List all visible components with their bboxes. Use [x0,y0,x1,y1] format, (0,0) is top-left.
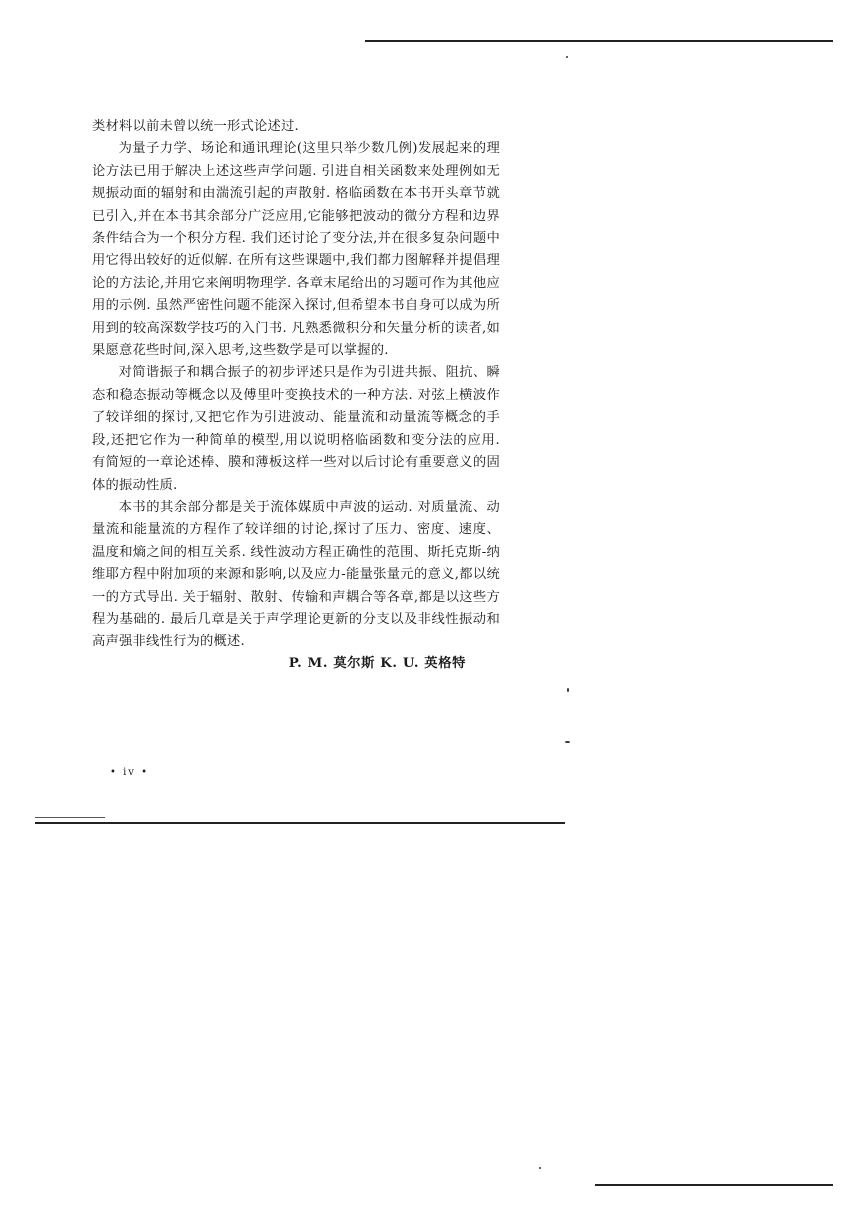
authors-signature: P. M. 莫尔斯 K. U. 英格特 [288,656,466,671]
page-number: • iv • [110,767,150,778]
scan-speck [565,741,570,743]
scan-speck [539,1167,541,1169]
middle-rule [35,822,565,824]
top-rule-dashes [365,40,405,42]
paragraph-fluids: 本书的其余部分都是关于流体媒质中声波的运动. 对质量流、动量流和能量流的方程作了较详细的讨论,探讨了压力、密度、速度、温度和熵之间的相互关系. 线性波动方程正确性的范围、斯托克斯-纳维耶方程中附加项的来源和影响,以及应力-能量张量元的意义,都以统一的方式导出. 关于辐射、散射、传输和声耦合等各章,都是以这些方程为基础的. 最后几章是关于声学理论更新的分支以及非线性振动和高声强非线性行为的概述. [92,499,500,650]
middle-rule-short [35,817,105,818]
preface-body [92,116,500,654]
scan-speck [567,688,569,692]
bottom-rule [595,1184,833,1186]
paragraph-methods: 为量子力学、场论和通讯理论(这里只举少数几例)发展起来的理论方法已用于解决上述这些声学问题. 引进自相关函数来处理例如无规振动面的辐射和由湍流引起的声散射. 格临函数在本书开头章节就已引入,并在本书其余部分广泛应用,它能够把波动的微分方程和边界条件结合为一个积分方程. 我们还讨论了变分法,并在很多复杂问题中用它得出较好的近似解. 在所有这些课题中,我们都力图解释并提倡理论的方法论,并用它来阐明物理学. 各章末尾给出的习题可作为其他应用的示例. 虽然严密性问题不能深入探讨,但希望本书自身可以成为所用到的较高深数学技巧的入门书. 凡熟悉微积分和矢量分析的读者,如果愿意花些时间,深入思考,这些数学是可以掌握的. [92,141,500,359]
scan-speck [566,56,568,58]
top-rule [365,40,833,42]
paragraph-continuation: 类材料以前未曾以统一形式论述过. [92,119,299,134]
paragraph-oscillators: 对简谐振子和耦合振子的初步评述只是作为引进共振、阻抗、瞬态和稳态振动等概念以及傅里叶变换技术的一种方法. 对弦上横波作了较详细的探讨,又把它作为引进波动、能量流和动量流等概念的手段,还把它作为一种简单的模型,用以说明格临函数和变分法的应用. 有简短的一章论述棒、膜和薄板这样一些对以后讨论有重要意义的固体的振动性质. [92,365,500,493]
